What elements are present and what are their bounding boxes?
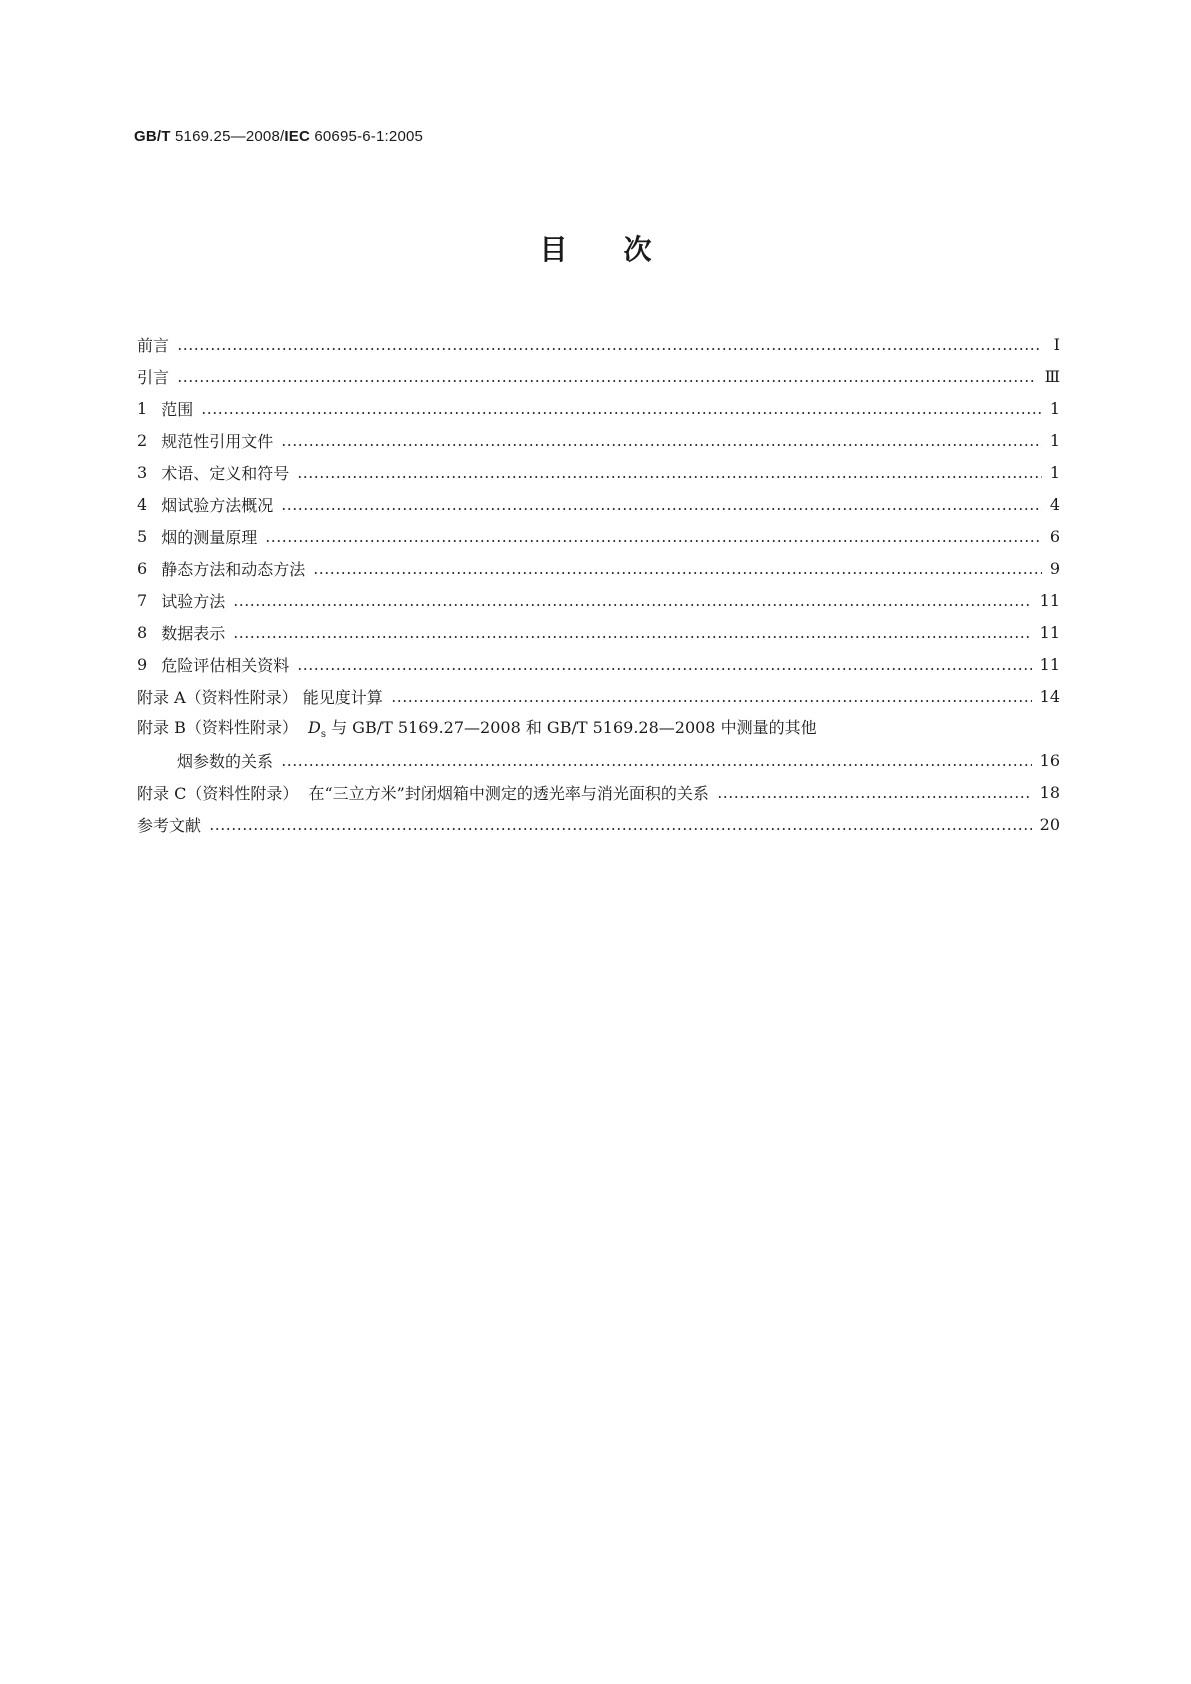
toc-page: Ⅰ — [1053, 334, 1060, 354]
toc-page: 4 — [1049, 494, 1060, 514]
toc-page: 11 — [1039, 654, 1060, 674]
toc-entry-annex-b-line1[interactable] — [137, 712, 1060, 744]
leader-dots — [281, 444, 1042, 446]
toc-number: 2 — [137, 430, 148, 450]
code-iec: IEC — [284, 128, 310, 145]
leader-dots — [313, 572, 1042, 574]
toc-entry-annex-b-line2[interactable] — [137, 744, 1060, 776]
toc-entry-references[interactable] — [137, 808, 1060, 840]
toc-number: 6 — [137, 558, 148, 578]
toc-page: 1 — [1049, 430, 1060, 450]
ds-subscript: s — [320, 729, 326, 741]
toc-label: 烟试验方法概况 — [161, 495, 274, 515]
leader-dots — [265, 540, 1042, 542]
toc-label: 附录 C（资料性附录） 在“三立方米”封闭烟箱中测定的透光率与消光面积的关系 — [137, 783, 709, 803]
toc-entry-section-9[interactable] — [137, 648, 1060, 680]
toc-number: 9 — [137, 654, 148, 674]
standard-code — [134, 128, 423, 145]
leader-dots — [177, 348, 1042, 350]
toc-page: 20 — [1039, 814, 1060, 834]
leader-dots — [391, 700, 1032, 702]
toc-page: 9 — [1049, 558, 1060, 578]
toc-number: 4 — [137, 494, 148, 514]
toc-entry-section-2[interactable] — [137, 424, 1060, 456]
toc-label: 静态方法和动态方法 — [161, 559, 306, 579]
toc-label: 规范性引用文件 — [161, 431, 274, 451]
toc-entry-preface[interactable] — [137, 328, 1060, 360]
table-of-contents — [137, 328, 1060, 840]
leader-dots — [717, 796, 1032, 798]
toc-entry-section-1[interactable] — [137, 392, 1060, 424]
leader-dots — [209, 828, 1032, 830]
toc-page: 11 — [1039, 590, 1060, 610]
toc-entry-section-7[interactable] — [137, 584, 1060, 616]
leader-dots — [297, 668, 1031, 670]
toc-label: 前言 — [137, 335, 170, 355]
toc-label: 参考文献 — [137, 815, 202, 835]
toc-page: 16 — [1039, 750, 1060, 770]
toc-label: 范围 — [161, 399, 194, 419]
toc-label: 数据表示 — [161, 623, 226, 643]
toc-entry-section-4[interactable] — [137, 488, 1060, 520]
title-char-2: 次 — [623, 233, 652, 266]
code-number: 5169.25—2008/ — [170, 128, 285, 145]
annex-b-prefix: 附录 B（资料性附录） — [137, 718, 309, 738]
toc-number: 1 — [137, 398, 148, 418]
leader-dots — [297, 476, 1042, 478]
toc-page: 1 — [1049, 462, 1060, 482]
code-prefix: GB/T — [134, 128, 171, 145]
toc-label — [137, 715, 817, 740]
toc-label: 术语、定义和符号 — [161, 463, 290, 483]
title-char-1: 目 — [539, 233, 568, 266]
toc-number: 3 — [137, 462, 148, 482]
toc-entry-section-6[interactable] — [137, 552, 1060, 584]
toc-page: 14 — [1039, 686, 1060, 706]
toc-page: 18 — [1039, 782, 1060, 802]
code-iec-number: 60695-6-1:2005 — [309, 128, 424, 145]
toc-number: 8 — [137, 622, 148, 642]
leader-dots — [233, 636, 1031, 638]
annex-b-title-rest: 与 GB/T 5169.27—2008 和 GB/T 5169.28—2008 中测量的其他 — [326, 718, 817, 738]
leader-dots — [177, 380, 1037, 382]
toc-entry-annex-a[interactable] — [137, 680, 1060, 712]
leader-dots — [281, 764, 1032, 766]
toc-entry-section-3[interactable] — [137, 456, 1060, 488]
toc-entry-annex-c[interactable] — [137, 776, 1060, 808]
ds-letter: D — [308, 718, 321, 738]
toc-entry-intro[interactable] — [137, 360, 1060, 392]
leader-dots — [233, 604, 1031, 606]
toc-number: 7 — [137, 590, 148, 610]
toc-label: 引言 — [137, 367, 170, 387]
toc-page: Ⅲ — [1044, 366, 1060, 386]
toc-entry-section-8[interactable] — [137, 616, 1060, 648]
toc-page: 1 — [1049, 398, 1060, 418]
toc-page: 6 — [1049, 526, 1060, 546]
ds-symbol — [308, 718, 326, 741]
toc-entry-section-5[interactable] — [137, 520, 1060, 552]
toc-label: 试验方法 — [161, 591, 226, 611]
toc-label: 危险评估相关资料 — [161, 655, 290, 675]
toc-label: 烟的测量原理 — [161, 527, 258, 547]
leader-dots — [281, 508, 1042, 510]
toc-label: 附录 A（资料性附录） 能见度计算 — [137, 687, 383, 707]
toc-page: 11 — [1039, 622, 1060, 642]
leader-dots — [201, 412, 1042, 414]
page-title — [0, 228, 1191, 268]
toc-number: 5 — [137, 526, 148, 546]
toc-label: 烟参数的关系 — [177, 751, 274, 771]
